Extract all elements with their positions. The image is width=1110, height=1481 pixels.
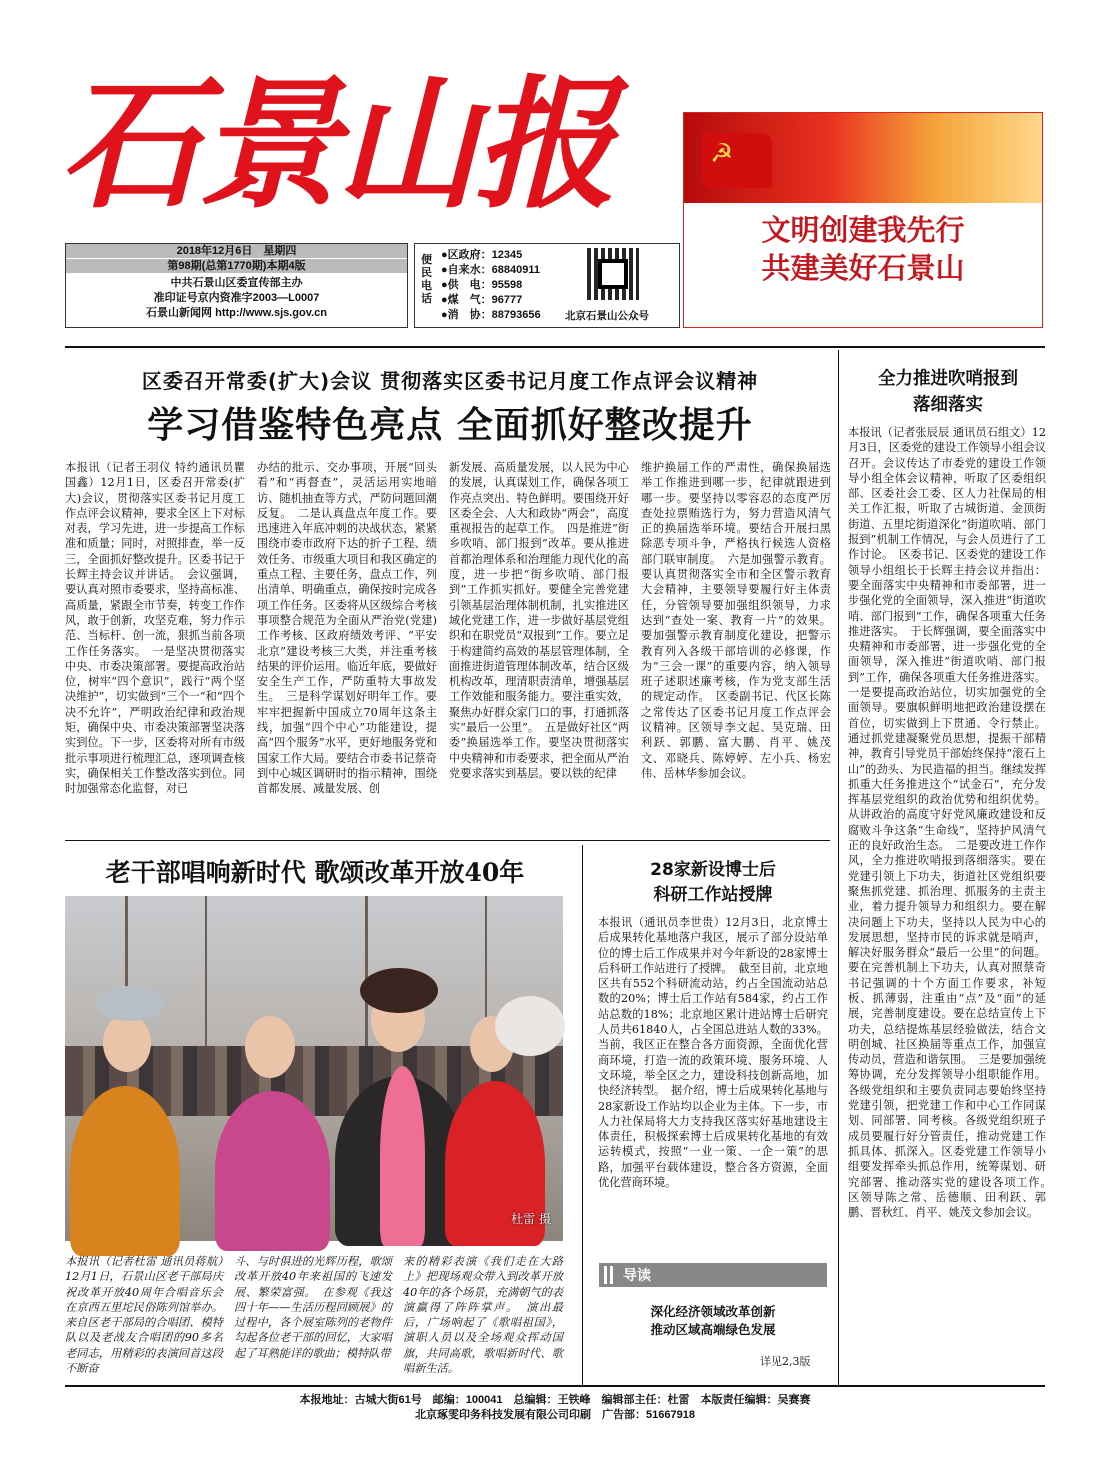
banner-slogan: 文明创建我先行 共建美好石景山 [761,213,965,285]
footer-address: 本报地址：古城大街61号 邮编：100041 总编辑：王铁峰 编辑部主任：杜雷 本版责任编辑：吴赛赛 [299,1394,811,1406]
feature-column-2: 斗、与时俱进的光辉历程，歌颂改革开放40年来祖国的飞速发展、繁荣富强。 在参观《我这四十年——生活历程回顾展》的过程中，各个展室陈列的老物件勾起各位老干部的回忆，大家唱起了耳熟能详的歌曲；模特队带 [234,1255,392,1360]
postdoc-title: 28家新设博士后 科研工作站授牌 [650,860,776,905]
feature-headline: 老干部唱响新时代 歌颂改革开放40年 [105,858,525,887]
party-flag-icon: ☭ [702,133,772,188]
postdoc-body: 本报讯（通讯员李世贵）12月3日，北京博士后成果转化基地落户我区，展示了部分设站单位的博士后工作成果并对今年新设的28家博士后科研工作站进行了授牌。 截至目前，北京地区共有552个科研流动站，约占全国流动站总数的20%；博士后工作站有584家，约占工作站总数的18%；北京地区累计进站博士后研究人员共61840人，占全国总进站人数的33%。当前，我区正在整合各方面资源，全面优化营商环境，打造一流的政策环境、服务环境、人文环境，举全区之力，建设科技创新高地，加快经济转型。 据介绍，博士后成果转化基地与28家新设工作站均以企业为主体。下一步，市人力社保局将大力支持我区落实好基地建设主体责任，积极探索博士后成果转化基地的有效运转模式，按照“一业一策、一企一策”的思路，加强平台载体建设，整合各方资源，全面优化营商环境。 [598,916,828,1190]
issue-info-box [65,243,408,328]
hotline-item: ●自来水：68840911 [441,264,540,276]
lead-headline: 学习借鉴特色亮点 全面抓好整改提升 [147,405,753,446]
footer-rule [65,1385,1045,1387]
lead-column-2: 办结的批示、交办事项，开展“回头看”和“再督查”，灵活运用实地暗访、随机抽查等方式，严防问题回潮反复。 二是认真盘点年度工作。要迅速进入年底冲刺的决战状态，紧紧围绕市委市政府下达的折子工程、绩效任务、市级重大项目和我区确定的重点工程、主要任务，盘点工作，列出清单、明确重点，确保按时完成各项工作任务。区委将从区级综合考核事项整合规范为全面从严治党(党建)工作考核、区政府绩效考评、“平安北京”建设考核三大类，并注重考核结果的评价运用。临近年底，要做好安全生产工作，严防重特大事故发生。 三是科学谋划好明年工作。要牢牢把握新中国成立70周年这条主线，加强“四个中心”功能建设，提高“四个服务”水平，更好地服务党和国家工作大局。要结合市委书记蔡奇到中心城区调研时的指示精神，围绕首都发展、减量发展、创 [257,461,437,796]
photo-credit: 杜雷 摄 [511,1212,551,1226]
guide-item: 深化经济领域改革创新 推动区域高端绿色发展 [650,1304,776,1337]
guide-bar [599,1263,827,1287]
column-divider [582,845,583,1385]
hotline-item: ●消 协：88793656 [441,309,541,321]
guide-label: 导读 [623,1268,651,1284]
issue-number: 第98期(总第1770期)本期4版 [66,259,407,273]
column-divider [838,350,839,1385]
website: 石景山新闻网 http://www.sjs.gov.cn [146,307,327,319]
guide-reference: 详见2,3版 [760,1355,811,1368]
sidebar-title: 全力推进吹哨报到 落细落实 [878,369,1018,415]
hotline-item: ●供 电：95598 [441,279,523,291]
hotline-list [441,248,541,323]
footer-printer: 北京琢雯印务科技发展有限公司印刷 广告部：51667918 [415,1409,695,1421]
hotline-item: ●区政府：12345 [441,249,523,261]
lead-kicker: 区委召开常委(扩大)会议 贯彻落实区委书记月度工作点评会议精神 [141,369,759,393]
qr-code-center [598,259,628,289]
qr-caption: 北京石景山公众号 [565,310,649,322]
feature-column-3: 来的精彩表演《我们走在大路上》把现场观众带入到改革开放40年的各个场景，充满朝气的表演赢得了阵阵掌声。 演出最后，广场响起了《歌唱祖国》，演职人员以及全场观众挥动国旗，共同高歌，歌唱新时代、歌唱新生活。 [403,1255,563,1376]
masthead-logo: 石景山报 [60,62,612,228]
top-rule [65,346,1045,348]
lead-column-3: 新发展、高质量发展，以人民为中心的发展，认真谋划工作，确保各项工作亮点突出、特色鲜明。要围绕开好区委全会、人大和政协“两会”，高度重视报告的起草工作。 四是推进“街乡吹哨、部门报到”改革。要从推进首都治理体系和治理能力现代化的高度，进一步把“街乡吹哨、部门报到”工作抓实抓好。要健全完善党建引领基层治理体制机制，扎实推进区域化党建工作，进一步做好基层党组织和在职党员“双报到”工作。要立足于构建简约高效的基层管理体制，全面推进街道管理体制改革，结合区级机构改革，理清职责清单，增强基层工作效能和服务能力。要注重实效，聚焦办好群众家门口的事，打通抓落实“最后一公里”。 五是做好社区“两委”换届选举工作。要坚决贯彻落实中央精神和市委要求，把全面从严治党要求落实到基层。要以铁的纪律 [449,461,629,780]
banner-graphic [684,113,1042,203]
license: 准印证号京内资准字2003—L0007 [153,292,320,304]
sidebar-body: 本报讯（记者张辰辰 通讯员石组文）12月3日，区委党的建设工作领导小组会议召开。会议传达了市委党的建设工作领导小组全体会议精神，听取了区委组织部、区委社会工委、区人力社保局的相关工作汇报，听取了古城街道、金顶街街道、五里坨街道深化“街道吹哨、部门报到”机制工作情况，与会人员进行了工作讨论。 区委书记、区委党的建设工作领导小组组长于长辉主持会议并指出：要全面落实中央精神和市委部署，进一步强化党的全面领导，深入推进“街道吹哨、部门报到”工作，确保各项重大任务推进落实。 于长辉强调，要全面落实中央精神和市委部署，进一步强化党的全面领导，深入推进“街道吹哨、部门报到”工作，确保各项重大任务推进落实。一是要提高政治站位，切实加强党的全面领导。要旗帜鲜明地把政治建设摆在首位，切实做到上下贯通、令行禁止。通过抓党建凝聚党员思想，提振干部精神，教育引导党员干部始终保持“滚石上山”的劲头、为民造福的担当。继续发挥抓重大任务推进这个“试金石”，充分发挥基层党组织的政治优势和组织优势。从讲政治的高度守好党风廉政建设和反腐败斗争这条“生命线”，坚持护风清气正的良好政治生态。 二是要改进工作作风，全力推进吹哨报到落细落实。要在党建引领上下功夫，街道社区党组织要聚焦抓党建、抓治理、抓服务的主责主业，着力提升领导力和组织力。要在解决问题上下功夫，坚持以人民为中心的发展思想，坚持市民的诉求就是哨声，解决好服务群众“最后一公里”的问题。要在完善机制上下功夫，认真对照蔡奇书记强调的十个方面工作要求，补短板、抓薄弱，注重由“点”及“面”的延展，完善制度建设。要在总结宣传上下功夫，总结提炼基层经验做法，结合文明创城、社区换届等重点工作，加强宣传动员，营造和谐氛围。 三是要加强统筹协调，充分发挥领导小组职能作用。各级党组织和主要负责同志要始终坚持党建引领，把党建工作和中心工作同谋划、同部署、同考核。各级党组织班子成员要履行好分管责任，推动党建工作抓具体、抓深入。区委党建工作领导小组要发挥牵头抓总作用，统筹谋划、研究部署、推动落实党的建设各项工作。 区领导陈之常、岳德顺、田利跃、郭鹏、晋秋红、肖平、姚茂文参加会议。 [848,426,1058,1220]
hotline-label: 便民电话 [421,254,432,305]
feature-photo [65,896,563,1241]
sponsor: 中共石景山区委宣传部主办 [170,277,303,289]
issue-date: 2018年12月6日 星期四 [66,244,407,258]
hotline-box [414,243,680,328]
slogan-banner [683,112,1043,328]
feature-column-1: 本报讯（记者杜雷 通讯员蒋航）12月1日，石景山区老干部局庆祝改革开放40周年合唱音乐会在京西五里坨民俗陈列馆举办。来自区老干部局的合唱团、模特队以及老战友合唱团的90多名老同志，用精彩的表演回首这段不断奋 [65,1255,223,1376]
hotline-item: ●煤 气：96777 [441,294,523,306]
section-rule [65,840,830,841]
lead-column-4: 维护换届工作的严肃性，确保换届选举工作推进到哪一步，纪律就跟进到哪一步。要坚持以零容忍的态度严厉查处拉票贿选行为，努力营造风清气正的换届选举环境。要结合开展扫黑除恶专项斗争，严格执行候选人资格部门联审制度。 六是加强警示教育。要认真贯彻落实全市和全区警示教育大会精神，主要领导要履行好主体责任，分管领导要加强组织领导，力求达到“查处一案、教育一片”的效果。要加强警示教育制度化建设，把警示教育列入各级干部培训的必修课，作为“三会一课”的重要内容，纳入领导班子述职述廉考核，作为党支部生活的规定动作。 区委副书记、代区长陈之常传达了区委书记月度工作点评会议精神。区领导李文起、吴克瑞、田利跃、郭鹏、富大鹏、肖平、姚茂文、邓晓兵、陈婷婷、左小兵、杨宏伟、岳林华参加会议。 [641,461,831,780]
footer [65,1393,1045,1423]
lead-column-1: 本报讯（记者王羽仪 特约通讯员瞿国鑫）12月1日，区委召开常委(扩大)会议，贯彻落实区委书记月度工作点评会议精神，要求全区上下对标对表，学习先进，进一步提高工作标准和质量；同时，对照排查，举一反三，全面抓好整改提升。区委书记于长辉主持会议并讲话。 会议强调，要认真对照市委要求，坚持高标准、高质量，紧跟全市节奏，转变工作作风，敢于创新，攻坚克难，努力作示范、当标杆、创一流，狠抓当前各项工作任务落实。 一是坚决贯彻落实中央、市委决策部署。要提高政治站位，树牢“四个意识”，践行“两个坚决维护”，切实做到“三个一”和“四个决不允许”，严明政治纪律和政治规矩，确保中央、市委决策部署坚决落实到位。下一步，区委将对所有市级批示事项进行梳理汇总，逐项调查核实，确保相关工作整改落实到位。同时加强常态化监督，对已 [65,461,245,796]
